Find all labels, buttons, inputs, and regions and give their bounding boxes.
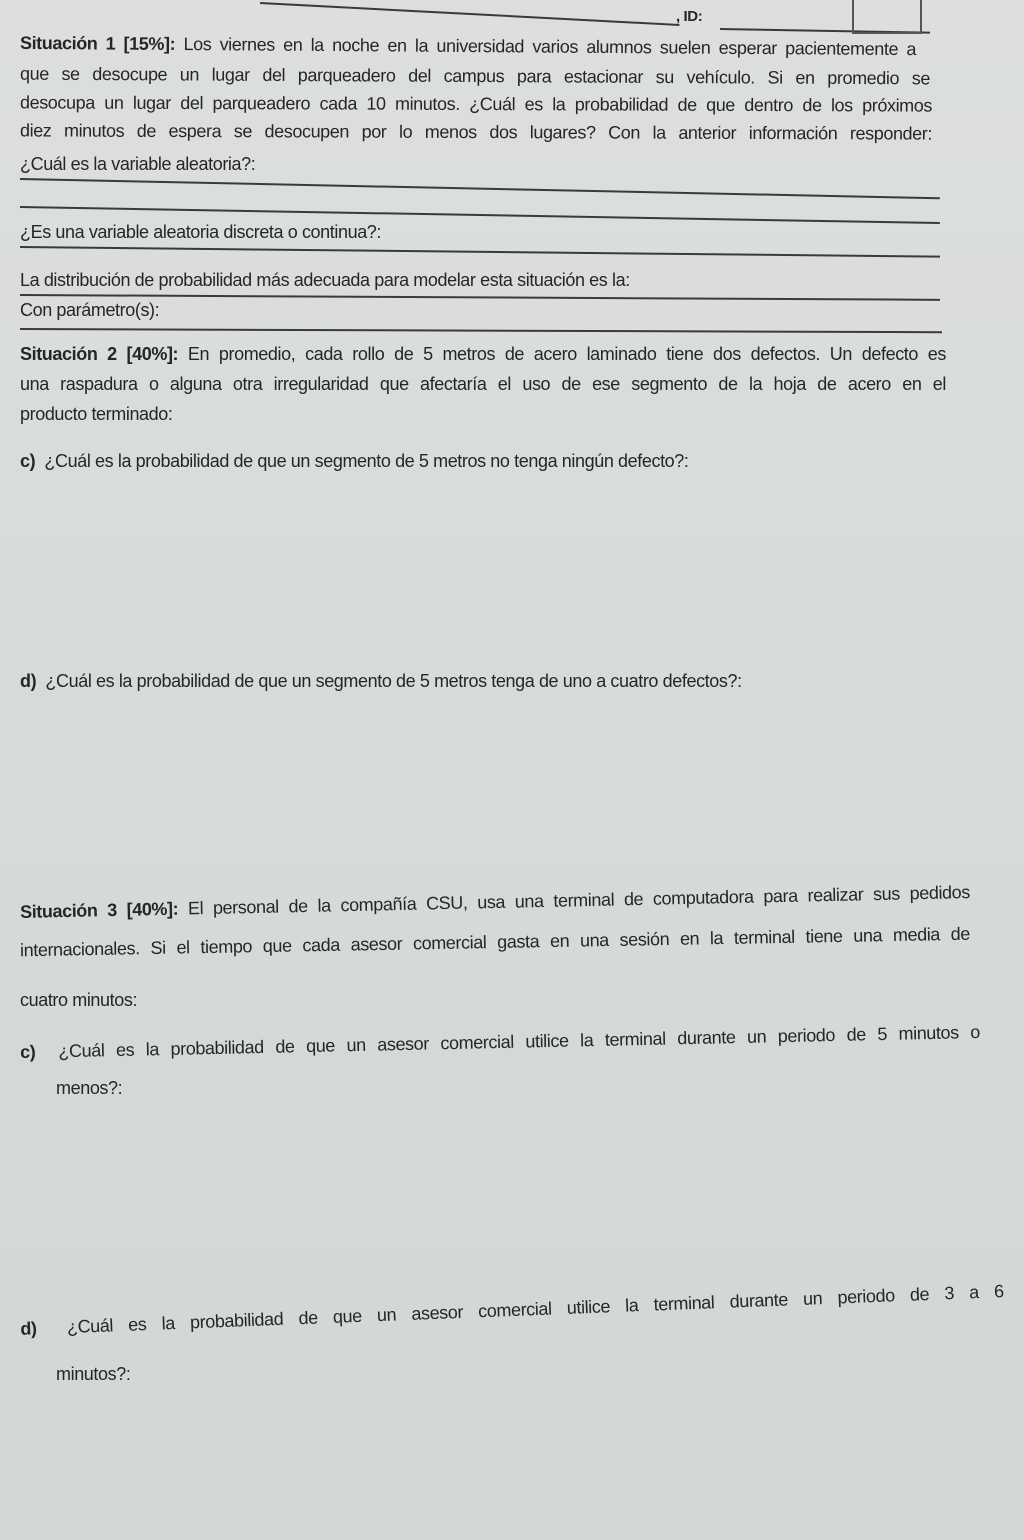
s3-line-3: cuatro minutos: [20, 990, 138, 1010]
s2-text: En promedio, cada rollo de 5 metros de acero laminado tiene dos defectos. Un defecto es [187, 344, 946, 364]
grade-box [852, 0, 922, 34]
s1-q-discrete: ¿Es una variable aleatoria discreta o continua?: [20, 222, 382, 242]
s1-q-distribution: La distribución de probabilidad más adecuada para modelar esta situación es la: [20, 270, 630, 290]
s3-line-2: internacionales. Si el tiempo que cada asesor comercial gasta en una sesión en la terminal tiene una media de [19, 923, 971, 961]
question-c-text: ¿Cuál es la probabilidad de que un segmento de 5 metros no tenga ningún defecto?: [44, 451, 689, 471]
label-c: c) [19, 1041, 36, 1063]
s2-question-c [20, 451, 689, 472]
s2-line-3: producto terminado: [20, 404, 173, 424]
question-c-text: ¿Cuál es la probabilidad de que un asesor comercial utilice la terminal durante un periodo de 5 minutos o [58, 1021, 981, 1062]
s2-question-d [20, 671, 742, 692]
question-d-text: ¿Cuál es la probabilidad de que un asesor comercial utilice la terminal durante un periodo de 3 a 6 [66, 1281, 1005, 1338]
s1-line-2: que se desocupe un lugar del parqueadero del campus para estacionar su vehículo. Si en promedio se [19, 63, 931, 89]
s3-question-c [20, 1022, 980, 1063]
s2-title: Situación 2 [40%]: [20, 344, 179, 364]
s3-question-d [20, 1281, 1004, 1340]
label-c: c) [20, 451, 36, 471]
s1-line-1 [20, 33, 916, 60]
s1-line-3: desocupa un lugar del parqueadero cada 10 minutos. ¿Cuál es la probabilidad de que dentro de los próximos [19, 92, 933, 116]
answer-line [20, 178, 940, 199]
answer-line [20, 246, 940, 258]
s3-text: El personal de la compañía CSU, usa una terminal de computadora para realizar sus pedidos [187, 882, 971, 919]
s1-q-variable: ¿Cuál es la variable aleatoria?: [20, 154, 256, 174]
name-underline [260, 2, 680, 26]
s1-text: Los viernes en la noche en la universidad varios alumnos suelen esperar pacientemente a [183, 34, 917, 60]
s1-q-parameters: Con parámetro(s): [20, 300, 160, 320]
s3-question-c-cont: menos?: [56, 1078, 123, 1098]
s3-title: Situación 3 [40%]: [19, 898, 179, 922]
id-label: , ID: [676, 8, 703, 25]
s2-line-1 [20, 344, 946, 365]
answer-line [20, 328, 942, 333]
s3-question-d-cont: minutos?: [56, 1364, 131, 1384]
s1-title: Situación 1 [15%]: [19, 32, 176, 54]
s2-line-2: una raspadura o alguna otra irregularidad que afectaría el uso de ese segmento de la hoja de acero en el [20, 374, 946, 394]
label-d: d) [20, 671, 37, 691]
label-d: d) [19, 1318, 37, 1339]
question-d-text: ¿Cuál es la probabilidad de que un segmento de 5 metros tenga de uno a cuatro defectos?: [45, 671, 742, 691]
s1-line-4: diez minutos de espera se desocupen por lo menos dos lugares? Con la anterior información responder: [19, 120, 933, 144]
s3-line-1 [20, 882, 970, 923]
